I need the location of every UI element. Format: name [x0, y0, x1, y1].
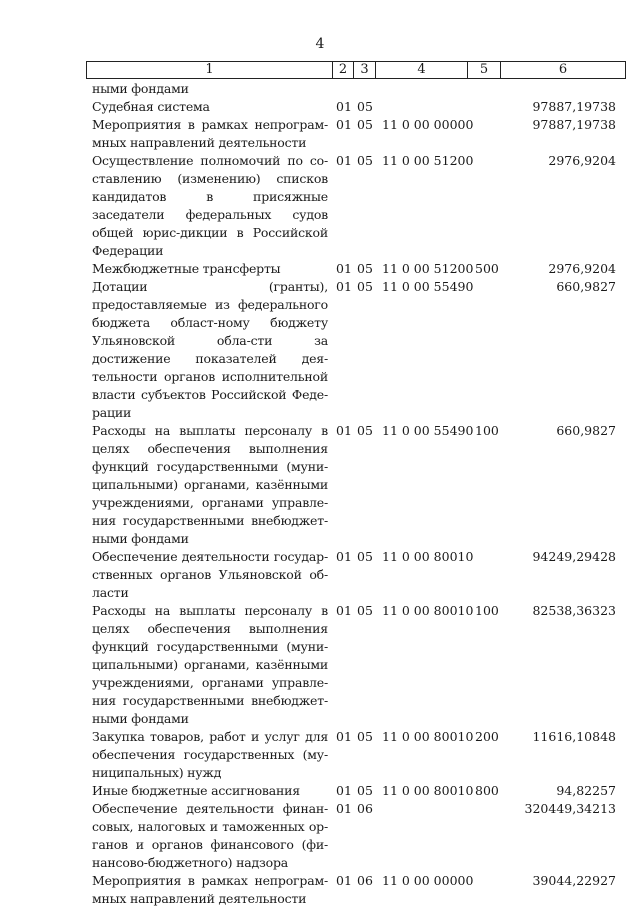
row-section-code: 01	[336, 729, 352, 744]
row-target-article: 11 0 00 55490	[382, 279, 474, 294]
row-target-article: 11 0 00 51200	[382, 153, 474, 168]
row-section-code: 01	[336, 603, 352, 618]
row-name: Дотации (гранты), предоставляемые из федерального бюджета област-ному бюджету Ульяновской обла-сти за достижение показателей дея-тельности органов исполнительной власти субъектов Российской Феде-рации	[92, 279, 328, 420]
table-header	[86, 61, 626, 79]
row-target-article: 11 0 00 80010	[382, 549, 474, 564]
table-row	[0, 548, 640, 602]
row-subsection-code: 05	[357, 99, 373, 114]
table-row	[0, 80, 640, 98]
row-name: Расходы на выплаты персоналу в целях обеспечения выполнения функций государственными (муни-ципальными) органами, казёнными учреждениями, органами управле-ния государственными внебюджет-ными фондами	[92, 423, 328, 546]
row-section-code: 01	[336, 783, 352, 798]
row-target-article: 11 0 00 80010	[382, 783, 474, 798]
row-section-code: 01	[336, 549, 352, 564]
row-subsection-code: 05	[357, 279, 373, 294]
row-name: Мероприятия в рамках непрограм-мных направлений деятельности	[92, 117, 328, 150]
row-name: Закупка товаров, работ и услуг для обеспечения государственных (му-ниципальных) нужд	[92, 729, 328, 780]
row-section-code: 01	[336, 801, 352, 816]
header-col-3: 3	[354, 62, 376, 78]
row-expense-type: 800	[475, 783, 499, 798]
header-col-6: 6	[558, 62, 568, 77]
table-row	[0, 98, 640, 116]
row-name: Мероприятия в рамках непрограм-мных направлений деятельности	[92, 873, 328, 906]
header-col-4: 4	[376, 62, 468, 78]
row-name: Обеспечение деятельности государ-ственных органов Ульяновской об-ласти	[92, 549, 328, 600]
row-name: Обеспечение деятельности финан-совых, налоговых и таможенных ор-ганов и органов финансового (фи-нансово-бюджетного) надзора	[92, 801, 328, 870]
table-row	[0, 116, 640, 152]
header-col-1: 1	[87, 62, 333, 78]
row-name: Иные бюджетные ассигнования	[92, 783, 300, 798]
row-section-code: 01	[336, 153, 352, 168]
row-target-article: 11 0 00 80010	[382, 603, 474, 618]
row-target-article: 11 0 00 00000	[382, 873, 474, 888]
row-subsection-code: 06	[357, 801, 373, 816]
row-expense-type: 100	[475, 423, 499, 438]
page-number: 4	[315, 36, 325, 52]
row-subsection-code: 05	[357, 603, 373, 618]
row-subsection-code: 05	[357, 261, 373, 276]
table-row	[0, 800, 640, 872]
row-expense-type: 500	[475, 261, 499, 276]
row-subsection-code: 05	[357, 549, 373, 564]
row-subsection-code: 06	[357, 873, 373, 888]
row-section-code: 01	[336, 99, 352, 114]
table-row	[0, 872, 640, 908]
row-subsection-code: 05	[357, 117, 373, 132]
table-row	[0, 782, 640, 800]
row-amount: 660,9827	[556, 423, 616, 438]
row-section-code: 01	[336, 279, 352, 294]
row-subsection-code: 05	[357, 729, 373, 744]
row-amount: 660,9827	[556, 279, 616, 294]
row-section-code: 01	[336, 873, 352, 888]
row-subsection-code: 05	[357, 153, 373, 168]
row-target-article: 11 0 00 00000	[382, 117, 474, 132]
row-target-article: 11 0 00 80010	[382, 729, 474, 744]
row-target-article: 11 0 00 55490	[382, 423, 474, 438]
row-amount: 39044,22927	[532, 873, 616, 888]
table-row	[0, 602, 640, 728]
row-amount: 94,82257	[556, 783, 616, 798]
table-row	[0, 728, 640, 782]
row-section-code: 01	[336, 117, 352, 132]
header-col-2: 2	[333, 62, 354, 78]
row-amount: 94249,29428	[532, 549, 616, 564]
row-amount: 320449,34213	[524, 801, 616, 816]
table-row	[0, 260, 640, 278]
table-row	[0, 278, 640, 422]
row-name: Осуществление полномочий по со-ставлению (изменению) списков кандидатов в присяжные заседатели федеральных судов общей юрис-дикции в Российской Федерации	[92, 153, 328, 258]
row-expense-type: 200	[475, 729, 499, 744]
row-section-code: 01	[336, 423, 352, 438]
table-row	[0, 152, 640, 260]
row-amount: 2976,9204	[548, 261, 616, 276]
table-row	[0, 422, 640, 548]
row-amount: 11616,10848	[532, 729, 616, 744]
row-target-article: 11 0 00 51200	[382, 261, 474, 276]
row-amount: 82538,36323	[532, 603, 616, 618]
table-body	[0, 80, 640, 908]
row-amount: 97887,19738	[532, 117, 616, 132]
row-name: ными фондами	[92, 81, 189, 96]
row-amount: 97887,19738	[532, 99, 616, 114]
row-name: Расходы на выплаты персоналу в целях обеспечения выполнения функций государственными (муни-ципальными) органами, казёнными учреждениями, органами управле-ния государственными внебюджет-ными фондами	[92, 603, 328, 726]
row-subsection-code: 05	[357, 423, 373, 438]
row-expense-type: 100	[475, 603, 499, 618]
row-amount: 2976,9204	[548, 153, 616, 168]
row-name: Межбюджетные трансферты	[92, 261, 281, 276]
row-subsection-code: 05	[357, 783, 373, 798]
row-name: Судебная система	[92, 99, 210, 114]
row-section-code: 01	[336, 261, 352, 276]
header-col-5: 5	[468, 62, 501, 78]
